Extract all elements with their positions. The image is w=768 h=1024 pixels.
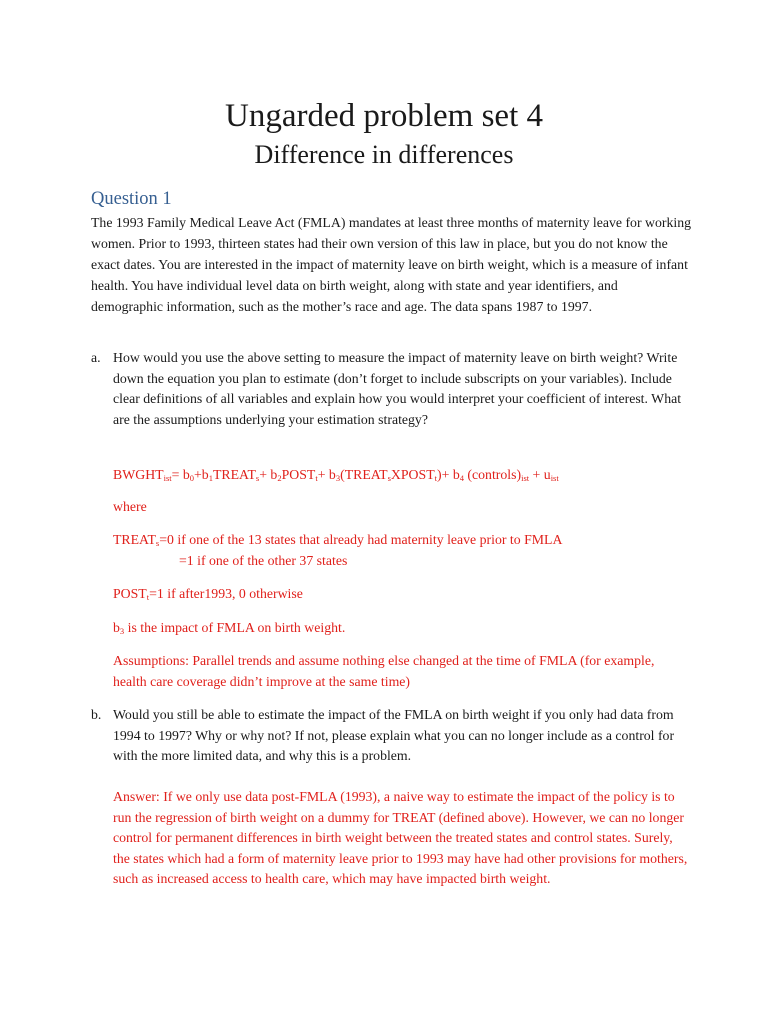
part-a-question: How would you use the above setting to measure the impact of maternity leave on birth weight? Write down the equation you plan to estimate (don’t forget to include subscripts on your variables). Include clear definitions of all variables and explain how you would interpret your coefficient of interest. What are the assumptions underlying your estimation strategy? xyxy=(113,350,682,427)
eq-subscript: t xyxy=(315,473,318,483)
eq-subscript: t xyxy=(434,473,437,483)
assumptions-text: Assumptions: Parallel trends and assume nothing else changed at the time of FMLA (for example, health care coverage didn’t improve at the same time) xyxy=(113,653,655,689)
intro-paragraph: The 1993 Family Medical Leave Act (FMLA) mandates at least three months of maternity leave for working women. Prior to 1993, thirteen states had their own version of this law in place, but you do not know the exact dates. You are interested in the impact of maternity leave on birth weight, which is a measure of infant health. You have individual level data on birth weight, along with state and year identifiers, and demographic information, such as the mother’s race and age. The data spans 1987 to 1997. xyxy=(91,215,691,314)
eq-subscript: 3 xyxy=(335,473,341,483)
post-definition xyxy=(113,584,691,605)
b3-def-text: is the impact of FMLA on birth weight. xyxy=(124,620,346,635)
eq-term: (controls) xyxy=(463,467,522,482)
eq-subscript: 2 xyxy=(277,473,282,483)
eq-term: + u xyxy=(529,467,551,482)
post-def-text: =1 if after1993, 0 otherwise xyxy=(149,586,303,601)
eq-term: + b xyxy=(259,467,278,482)
page-subtitle: Difference in differences xyxy=(254,140,514,169)
eq-subscript: 3 xyxy=(119,626,125,636)
eq-subscript: 0 xyxy=(189,473,195,483)
treat-var: TREAT xyxy=(113,532,156,547)
regression-equation xyxy=(113,465,691,486)
eq-subscript: t xyxy=(146,592,150,602)
eq-term: TREAT xyxy=(212,467,256,482)
eq-term: (TREAT xyxy=(340,467,388,482)
question-heading: Question 1 xyxy=(91,189,172,209)
post-var: POST xyxy=(113,586,147,601)
part-b-marker: b. xyxy=(91,707,102,722)
eq-subscript: ist xyxy=(550,473,559,483)
part-b-question: Would you still be able to estimate the impact of the FMLA on birth weight if you only had data from 1994 to 1997? Why or why not? If not, please explain what you can no longer include as a control for with the more limited data, and why this is a problem. xyxy=(113,707,675,763)
eq-subscript: ist xyxy=(521,473,530,483)
treat-def-line-1: =0 if one of the 13 states that already had maternity leave prior to FMLA xyxy=(159,532,563,547)
eq-term: XPOST xyxy=(390,467,435,482)
part-a-marker: a. xyxy=(91,350,101,365)
where-label: where xyxy=(113,499,147,514)
eq-subscript: 1 xyxy=(208,473,213,483)
b3-var: b xyxy=(113,620,120,635)
b3-definition xyxy=(113,618,691,639)
eq-term: POST xyxy=(281,467,316,482)
eq-subscript: s xyxy=(387,473,391,483)
eq-term: + b xyxy=(317,467,336,482)
eq-term: +b xyxy=(194,467,209,482)
page-title: Ungarded problem set 4 xyxy=(225,98,543,134)
treat-def-line-2: =1 if one of the other 37 states xyxy=(179,553,348,568)
eq-subscript: ist xyxy=(163,473,172,483)
eq-subscript: s xyxy=(155,538,160,548)
eq-term: BWGHT xyxy=(113,467,164,482)
eq-term: )+ b xyxy=(437,467,460,482)
part-b-answer: Answer: If we only use data post-FMLA (1993), a naive way to estimate the impact of the policy is to run the regression of birth weight on a dummy for TREAT (defined above). However, we can no longer control for permanent differences in birth weight between the treated states and control states. Surely, the states which had a form of maternity leave prior to 1993 may have had other provisions for mothers, such as increased access to health care, which may have impacted birth weight. xyxy=(113,789,688,886)
eq-subscript: 4 xyxy=(459,473,464,483)
eq-subscript: s xyxy=(255,473,260,483)
eq-term: = b xyxy=(171,467,190,482)
treat-definition xyxy=(113,530,691,551)
